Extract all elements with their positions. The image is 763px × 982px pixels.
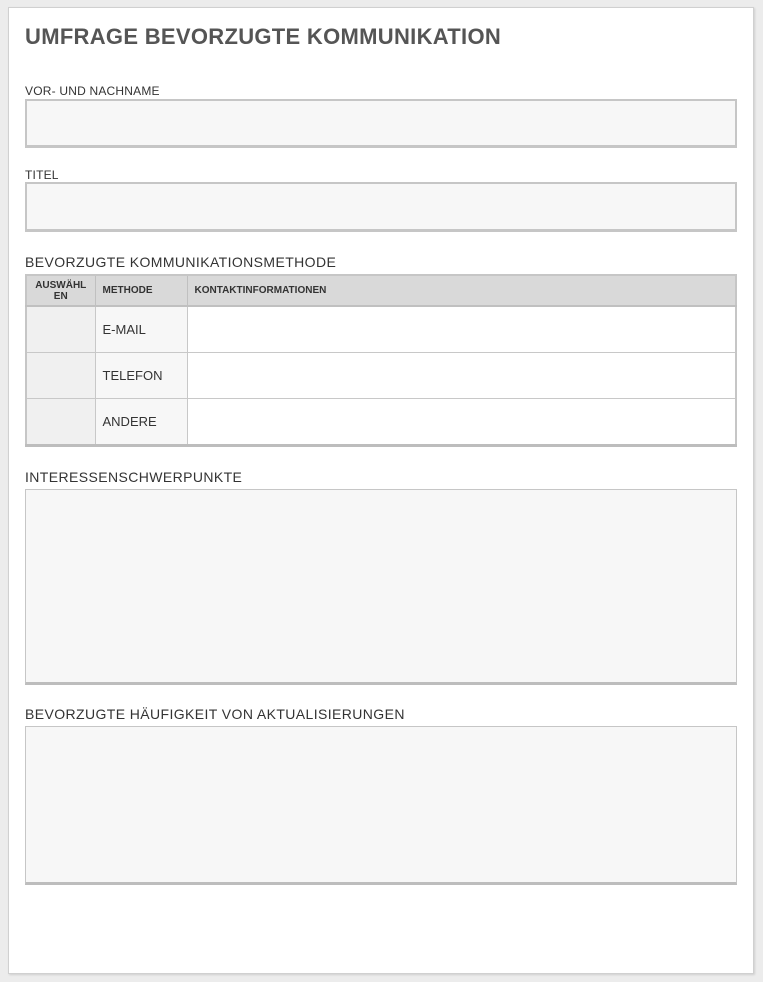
column-header-method: METHODE xyxy=(95,275,187,306)
frequency-label: BEVORZUGTE HÄUFIGKEIT VON AKTUALISIERUNGEN xyxy=(25,706,405,722)
column-header-contact: KONTAKTINFORMATIONEN xyxy=(187,275,736,306)
interests-label: INTERESSENSCHWERPUNKTE xyxy=(25,469,243,485)
title-field[interactable] xyxy=(25,182,737,232)
contact-cell-phone[interactable] xyxy=(187,353,736,399)
method-cell: E-MAIL xyxy=(95,306,187,353)
select-cell-email[interactable] xyxy=(26,306,95,353)
name-field[interactable] xyxy=(25,99,737,148)
name-label: VOR- UND NACHNAME xyxy=(25,84,160,98)
table-row xyxy=(26,306,736,353)
select-cell-phone[interactable] xyxy=(26,353,95,399)
table-row xyxy=(26,399,736,446)
select-cell-other[interactable] xyxy=(26,399,95,446)
interests-field[interactable] xyxy=(25,489,737,685)
contact-cell-other[interactable] xyxy=(187,399,736,446)
table-header-row xyxy=(26,275,736,306)
page-title: UMFRAGE BEVORZUGTE KOMMUNIKATION xyxy=(25,24,502,49)
method-cell: ANDERE xyxy=(95,399,187,446)
column-header-select: AUSWÄHL EN xyxy=(26,275,95,306)
frequency-field[interactable] xyxy=(25,726,737,885)
document-page xyxy=(8,7,754,974)
communication-method-table xyxy=(25,274,737,447)
communication-heading: BEVORZUGTE KOMMUNIKATIONSMETHODE xyxy=(25,254,337,270)
table-row xyxy=(26,353,736,399)
contact-cell-email[interactable] xyxy=(187,306,736,353)
title-label: TITEL xyxy=(25,168,59,182)
method-cell: TELEFON xyxy=(95,353,187,399)
